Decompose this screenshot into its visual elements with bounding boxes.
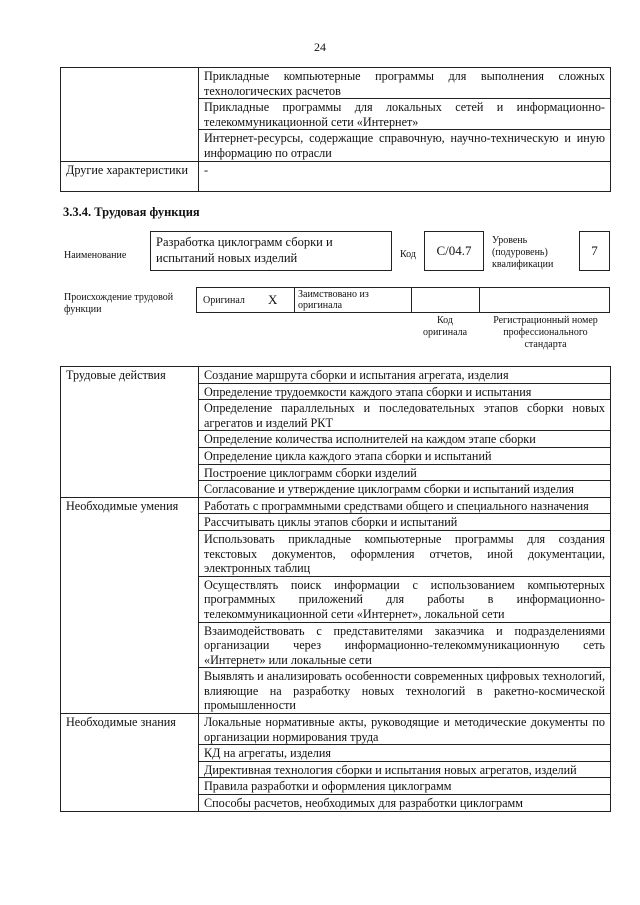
section-heading: 3.3.4. Трудовая функция bbox=[63, 205, 200, 219]
origin-divider bbox=[411, 287, 412, 313]
table-cell: Выявлять и анализировать особенности современных цифровых технологий, влияющие на разработку новых технологий в ракетно-космической промышленности bbox=[199, 668, 611, 714]
table-cell: Использовать прикладные компьютерные программы для создания текстовых документов, оформления отчетов, иной документации, электронных таблиц bbox=[199, 530, 611, 576]
level-label: Уровень (подуровень) квалификации bbox=[492, 235, 554, 270]
page-number: 24 bbox=[314, 40, 326, 54]
top-table bbox=[60, 67, 611, 192]
table-cell: Определение параллельных и последовательных этапов сборки новых агрегатов и изделий РКТ bbox=[199, 400, 611, 431]
table-cell: Осуществлять поиск информации с использованием компьютерных программных приложений для работы в информационно-телекоммуникационной сети «Интернет», локальной сети bbox=[199, 576, 611, 622]
original-label: Оригинал bbox=[203, 295, 245, 306]
name-label: Наименование bbox=[64, 250, 127, 261]
table-cell: Взаимодействовать с представителями заказчика и подразделениями организации через информационно-телекоммуникационную сеть «Интернет» или локальные сети bbox=[199, 622, 611, 668]
table-row bbox=[61, 714, 611, 745]
group-label: Трудовые действия bbox=[61, 367, 199, 498]
table-cell: Определение трудоемкости каждого этапа сборки и испытания bbox=[199, 383, 611, 400]
borrowed-label: Заимствовано из оригинала bbox=[298, 289, 369, 311]
function-code-box: С/04.7 bbox=[424, 231, 484, 271]
origin-divider bbox=[479, 287, 480, 313]
table-row bbox=[61, 161, 611, 191]
table-row bbox=[61, 497, 611, 514]
table-cell: Создание маршрута сборки и испытания агрегата, изделия bbox=[199, 367, 611, 384]
code-caption: Код оригинала bbox=[422, 315, 468, 338]
table-cell: Локальные нормативные акты, руководящие и методические документы по организации нормирования труда bbox=[199, 714, 611, 745]
table-cell: КД на агрегаты, изделия bbox=[199, 745, 611, 762]
table-cell: Прикладные программы для локальных сетей и информационно-телекоммуникационной сети «Интернет» bbox=[199, 99, 611, 130]
table-cell: Построение циклограмм сборки изделий bbox=[199, 464, 611, 481]
table-cell: Рассчитывать циклы этапов сборки и испытаний bbox=[199, 514, 611, 531]
table-cell: - bbox=[199, 161, 611, 191]
group-label: Необходимые знания bbox=[61, 714, 199, 812]
table-cell: Интернет-ресурсы, содержащие справочную, научно-техническую и иную информацию по отрасли bbox=[199, 130, 611, 161]
origin-label: Происхождение трудовой функции bbox=[64, 292, 174, 315]
table-cell-label bbox=[61, 68, 199, 162]
table-cell: Директивная технология сборки и испытания новых агрегатов, изделий bbox=[199, 761, 611, 778]
table-cell: Способы расчетов, необходимых для разработки циклограмм bbox=[199, 795, 611, 812]
table-cell-label: Другие характеристики bbox=[61, 161, 199, 191]
table-row bbox=[61, 367, 611, 384]
reg-caption: Регистрационный номер профессионального стандарта bbox=[493, 315, 598, 350]
table-cell: Определение цикла каждого этапа сборки и испытаний bbox=[199, 447, 611, 464]
table-cell: Прикладные компьютерные программы для выполнения сложных технологических расчетов bbox=[199, 68, 611, 99]
table-row bbox=[61, 68, 611, 99]
table-cell: Правила разработки и оформления циклограмм bbox=[199, 778, 611, 795]
table-cell: Работать с программными средствами общего и специального назначения bbox=[199, 497, 611, 514]
table-cell: Определение количества исполнителей на каждом этапе сборки bbox=[199, 431, 611, 448]
level-box: 7 bbox=[579, 231, 610, 271]
table-cell: Согласование и утверждение циклограмм сборки и испытаний изделия bbox=[199, 481, 611, 498]
origin-divider bbox=[294, 287, 295, 313]
function-table bbox=[60, 366, 611, 812]
function-name-box: Разработка циклограмм сборки и испытаний новых изделий bbox=[150, 231, 392, 271]
code-label: Код bbox=[400, 249, 416, 260]
original-mark: X bbox=[268, 292, 278, 307]
group-label: Необходимые умения bbox=[61, 497, 199, 713]
